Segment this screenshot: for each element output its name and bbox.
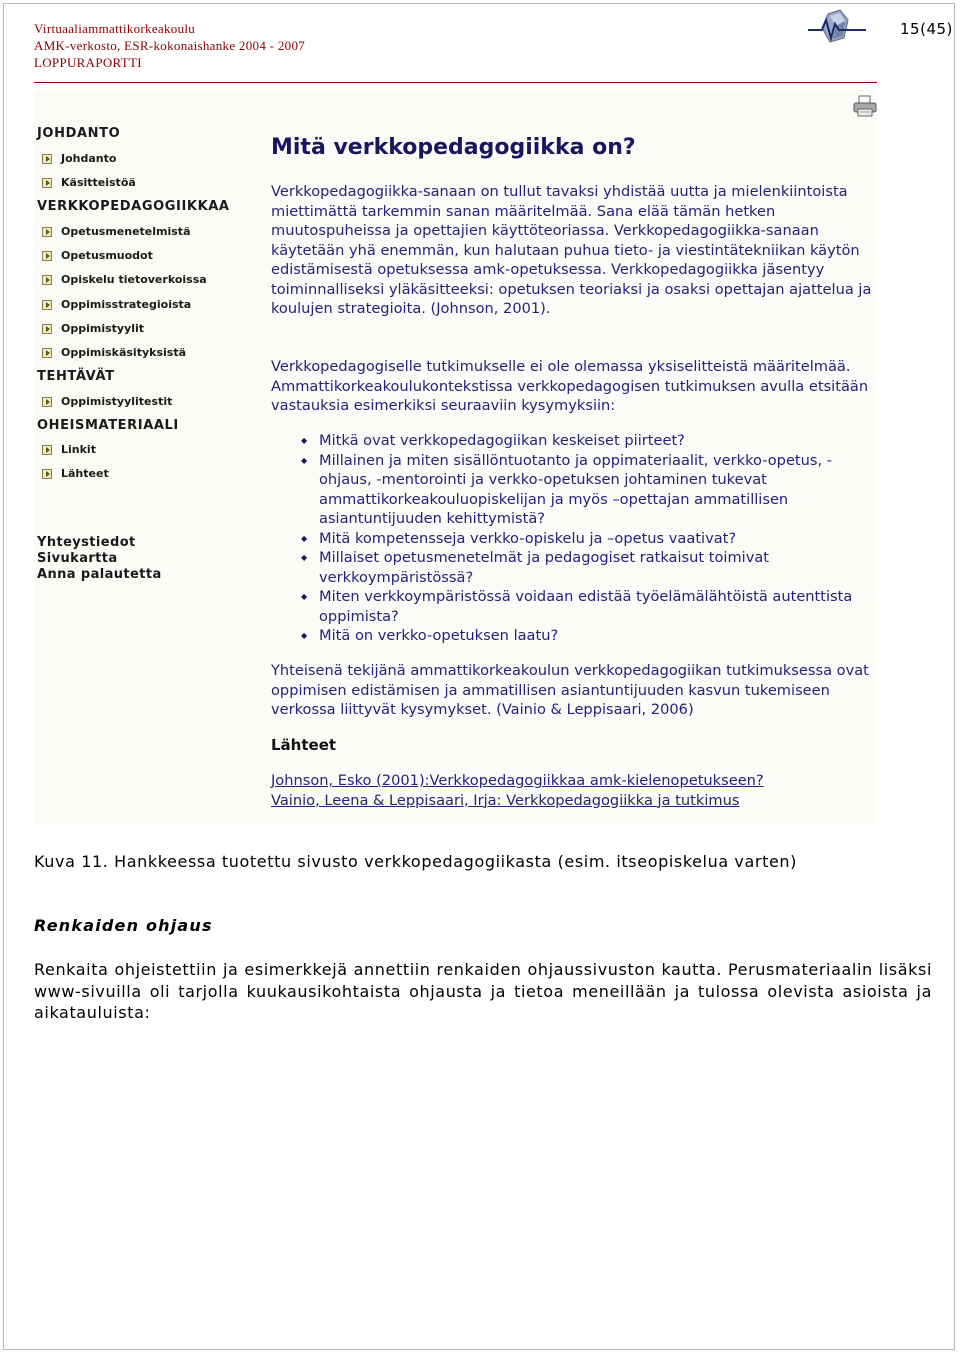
reference-link-vainio[interactable]: Vainio, Leena & Leppisaari, Irja: Verkkopedagogiikka ja tutkimus (271, 791, 740, 809)
header-project: AMK-verkosto, ESR-kokonaishanke 2004 - 2007 (34, 38, 306, 53)
sidebar-item-label: Oppimistyylit (61, 322, 145, 335)
sidebar-item-label: Oppimisstrategioista (61, 298, 192, 311)
yhteystiedot-link[interactable]: Yhteystiedot (37, 535, 136, 550)
sidebar-item-oppimiskasityksista[interactable] (42, 346, 186, 359)
page-number: 15(45) (900, 20, 953, 38)
sidebar-item-opetusmenetelmista[interactable] (42, 225, 191, 238)
anna-palautetta-link[interactable]: Anna palautetta (37, 567, 162, 582)
page-title: Mitä verkkopedagogiikka on? (271, 135, 636, 160)
bullet-arrow-icon (42, 324, 52, 334)
sivukartta-link[interactable]: Sivukartta (37, 551, 118, 566)
sidebar-item-opiskelu-tietoverkoissa[interactable] (42, 273, 207, 286)
bullet-arrow-icon (42, 154, 52, 164)
heartbeat-logo-icon (806, 8, 868, 48)
list-item: ◆ Mitä kompetensseja verkko-opiskelu ja –opetus vaativat? (301, 529, 861, 549)
website-screenshot (34, 90, 877, 824)
sidebar-item-label: Käsitteistöä (61, 176, 136, 189)
bullet-arrow-icon (42, 445, 52, 455)
bullet-arrow-icon (42, 178, 52, 188)
sidebar-item-linkit[interactable] (42, 443, 96, 456)
sidebar-item-oppimisstrategioista[interactable] (42, 298, 191, 311)
reference-list (271, 771, 764, 810)
sidebar-item-label: Lähteet (61, 467, 109, 480)
reference-link-johnson[interactable]: Johnson, Esko (2001):Verkkopedagogiikkaa amk-kielenopetukseen? (271, 772, 764, 789)
sidebar-item-oppimistyylitestit[interactable] (42, 395, 172, 408)
sidebar-item-johdanto[interactable] (42, 152, 116, 165)
sidebar-item-lahteet[interactable] (42, 467, 109, 480)
sidebar-item-oppimistyylit[interactable] (42, 322, 144, 335)
research-paragraph: Verkkopedagogiselle tutkimukselle ei ole olemassa yksiselitteistä määritelmää. Ammattikorkeakoulukontekstissa verkkopedagogisen tutkimuksen avulla etsitään vastauksia esimerkiksi seuraaviin kysymyksiin: (271, 358, 869, 414)
bullet-arrow-icon (42, 251, 52, 261)
bullet-arrow-icon (42, 227, 52, 237)
sidebar-item-label: Opetusmenetelmistä (61, 225, 191, 238)
sidebar-section-tehtavat: TEHTÄVÄT (37, 369, 115, 384)
list-item: ◆ Mitä on verkko-opetuksen laatu? (301, 626, 861, 646)
sidebar-item-label: Opiskelu tietoverkoissa (61, 273, 207, 286)
sidebar-item-label: Opetusmuodot (61, 249, 153, 262)
sidebar-item-label: Oppimiskäsityksistä (61, 346, 186, 359)
section-heading: Renkaiden ohjaus (34, 916, 213, 935)
sources-heading: Lähteet (271, 736, 337, 754)
body-paragraph: Renkaita ohjeistettiin ja esimerkkejä annettiin renkaiden ohjaussivuston kautta. Perusmateriaalin lisäksi www-sivuilla oli tarjolla kuukausikohtaista ohjausta ja tietoa meneillään ja tulossa olevista asioista ja aikatauluista: (34, 960, 932, 1022)
sidebar-section-verkkopedagogiikkaa: VERKKOPEDAGOGIIKKAA (37, 199, 230, 214)
sidebar-section-oheismateriaali: OHEISMATERIAALI (37, 418, 179, 433)
bullet-arrow-icon (42, 348, 52, 358)
sidebar-item-label: Johdanto (61, 152, 117, 165)
list-item: ◆ Millaiset opetusmenetelmät ja pedagogiset ratkaisut toimivat verkkoympäristössä? (301, 548, 861, 587)
header-divider (34, 82, 877, 83)
list-item: ◆ Mitkä ovat verkkopedagogiikan keskeiset piirteet? (301, 431, 861, 451)
sidebar-item-label: Oppimistyylitestit (61, 395, 173, 408)
bullet-arrow-icon (42, 469, 52, 479)
document-header (34, 20, 305, 71)
printer-icon[interactable] (852, 94, 878, 118)
sidebar-item-kasitteistoa[interactable] (42, 176, 136, 189)
list-item: ◆ Millainen ja miten sisällöntuotanto ja oppimateriaalit, verkko-opetus, -ohjaus, -mentorointi ja verkko-opetuksen johtaminen tukevat ammattikorkeakouluopiskelijan ja myös –opettajan ammatillisen asiantuntijuuden kehittymistä? (301, 451, 861, 529)
sidebar-item-label: Linkit (61, 443, 96, 456)
summary-paragraph: Yhteisenä tekijänä ammattikorkeakoulun verkkopedagogiikan tutkimuksessa ovat oppimisen edistämisen ja ammatillisen asiantuntijuuden kasvun tukemiseen verkossa liittyvät kysymykset. (Vainio & Leppisaari, 2006) (271, 662, 869, 718)
bullet-arrow-icon (42, 275, 52, 285)
intro-paragraph: Verkkopedagogiikka-sanaan on tullut tavaksi yhdistää uutta ja mielenkiintoista miettimättä tarkemmin sanan määritelmää. Sana elää tämän hetken muutospuheissa ja opettajien käyttöteoriassa. Verkkopedagogiikka-sanaan käytetään yhä enemmän, kun halutaan puhua tieto- ja viestintätekniikan käytön edistämisestä opetuksessa amk-opetuksessa. Verkkopedagogiikka jäsentyy toiminnalliseksi yläkäsitteeksi: opetuksen teoriaksi ja osaksi opettajan ajattelua ja koulujen strategioita. (Johnson, 2001). (271, 183, 872, 317)
figure-caption: Kuva 11. Hankkeessa tuotettu sivusto verkkopedagogiikasta (esim. itseopiskelua varten) (34, 852, 797, 871)
header-report-type: LOPPURAPORTTI (34, 55, 142, 70)
sidebar-item-opetusmuodot[interactable] (42, 249, 153, 262)
question-list (301, 431, 861, 646)
header-organization: Virtuaaliammattikorkeakoulu (34, 21, 196, 36)
bullet-arrow-icon (42, 300, 52, 310)
bullet-arrow-icon (42, 397, 52, 407)
list-item: ◆ Miten verkkoympäristössä voidaan edistää työelämälähtöistä autenttista oppimista? (301, 587, 861, 626)
sidebar-section-johdanto: JOHDANTO (37, 126, 121, 141)
